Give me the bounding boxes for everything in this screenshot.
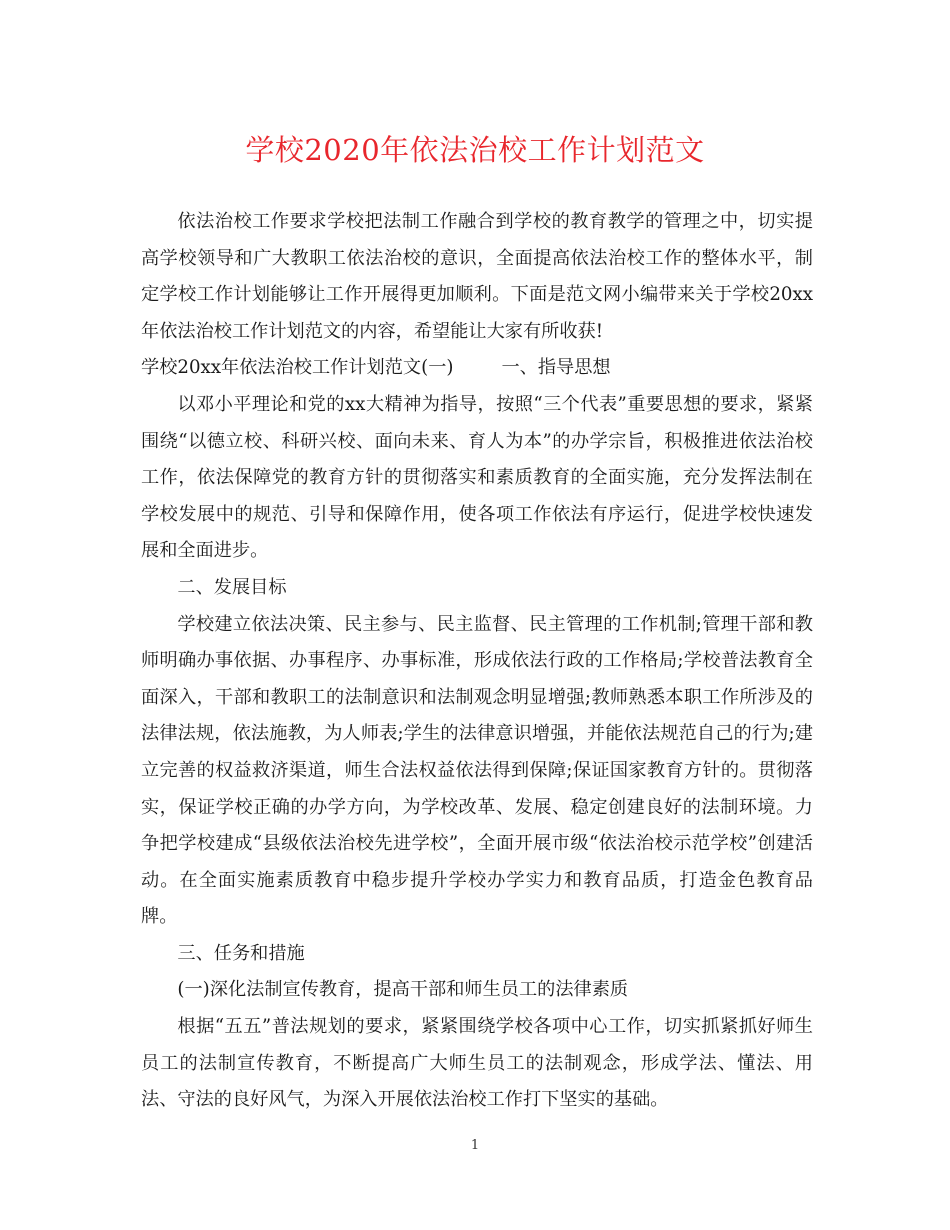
document-body <box>141 204 813 1119</box>
section2-heading: 二、发展目标 <box>177 576 287 598</box>
section3-subheading: (一)深化法制宣传教育，提高干部和师生员工的法律素质 <box>177 979 629 1001</box>
intro-paragraph: 依法治校工作要求学校把法制工作融合到学校的教育教学的管理之中，切实提高学校领导和广大教职工依法治校的意识，全面提高依法治校工作的整体水平，制定学校工作计划能够让工作开展得更加顺利。下面是范文网小编带来关于学校20xx年依法治校工作计划范文的内容，希望能让大家有所收获! <box>141 211 813 342</box>
section3-paragraph: 根据“五五”普法规划的要求，紧紧围绕学校各项中心工作，切实抓紧抓好师生员工的法制宣传教育，不断提高广大师生员工的法制观念，形成学法、懂法、用法、守法的良好风气，为深入开展依法治校工作打下坚实的基础。 <box>141 1016 813 1111</box>
document-title: 学校2020年依法治校工作计划范文 <box>245 133 705 167</box>
document-subtitle: 学校20xx年依法治校工作计划范文(一) <box>141 357 454 379</box>
section2-paragraph: 学校建立依法决策、民主参与、民主监督、民主管理的工作机制;管理干部和教师明确办事依据、办事程序、办事标准，形成依法行政的工作格局;学校普法教育全面深入，干部和教职工的法制意识和法制观念明显增强;教师熟悉本职工作所涉及的法律法规，依法施教，为人师表;学生的法律意识增强，并能依法规范自己的行为;建立完善的权益救济渠道，师生合法权益依法得到保障;保证国家教育方针的。贯彻落实，保证学校正确的办学方向，为学校改革、发展、稳定创建良好的法制环境。力争把学校建成“县级依法治校先进学校”，全面开展市级“依法治校示范学校”创建活动。在全面实施素质教育中稳步提升学校办学实力和教育品质，打造金色教育品牌。 <box>141 613 813 928</box>
section1-paragraph: 以邓小平理论和党的xx大精神为指导，按照“三个代表”重要思想的要求，紧紧围绕“以德立校、科研兴校、面向未来、育人为本”的办学宗旨，积极推进依法治校工作，依法保障党的教育方针的贯彻落实和素质教育的全面实施，充分发挥法制在学校发展中的规范、引导和保障作用，使各项工作依法有序运行，促进学校快速发展和全面进步。 <box>141 393 813 562</box>
section3-heading: 三、任务和措施 <box>177 942 305 964</box>
page-number: 1 <box>470 1138 480 1153</box>
section1-heading: 一、指导思想 <box>501 357 611 379</box>
subtitle-line <box>141 350 813 387</box>
